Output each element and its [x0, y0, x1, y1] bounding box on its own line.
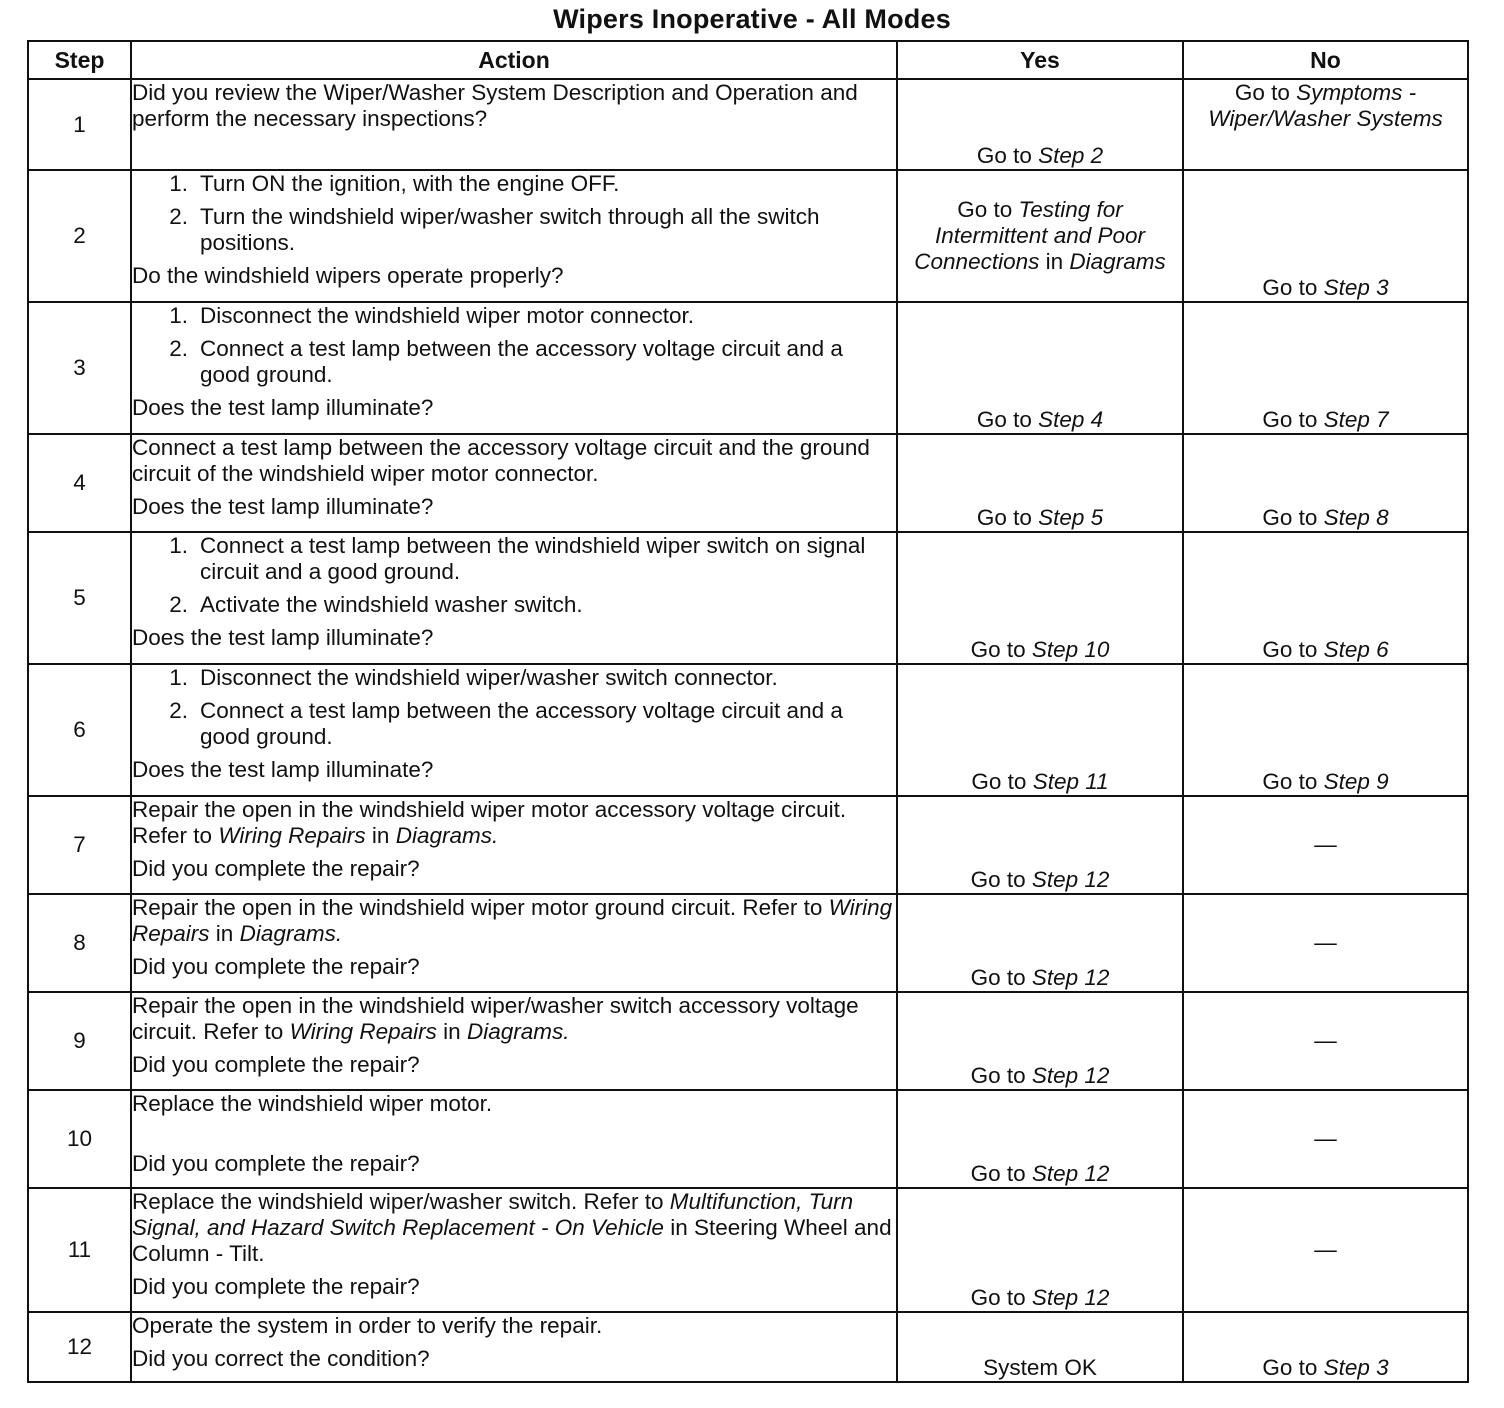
action-cell	[131, 434, 897, 532]
go-to-label: Go to	[970, 1285, 1026, 1310]
go-to-label: Go to	[970, 1161, 1026, 1186]
go-to-label: Go to	[1234, 80, 1290, 105]
action-cell	[131, 894, 897, 992]
action-cell	[131, 664, 897, 796]
action-question: Did you correct the condition?	[132, 1346, 430, 1371]
diagnostic-table	[27, 40, 1469, 1383]
action-list	[132, 303, 896, 388]
header-action: Action	[131, 41, 897, 79]
no-cell	[1183, 664, 1468, 796]
action-text: Repair the open in the windshield wiper motor accessory voltage circuit. Refer to Wiring Repairs in Diagrams.	[132, 797, 847, 848]
action-cell	[131, 79, 897, 170]
go-to-label: Go to	[1262, 407, 1318, 432]
action-question: Does the test lamp illuminate?	[132, 757, 434, 782]
go-to-label: Go to	[971, 769, 1027, 794]
action-question: Did you complete the repair?	[132, 1052, 420, 1077]
no-cell	[1183, 1312, 1468, 1382]
table-row	[28, 1312, 1468, 1382]
no-cell	[1183, 532, 1468, 664]
step-number: 9	[28, 992, 131, 1090]
step-number: 4	[28, 434, 131, 532]
step-number: 11	[28, 1188, 131, 1312]
list-item: 2. Connect a test lamp between the accessory voltage circuit and a good ground.	[169, 698, 843, 749]
doc-ref: Testing for Intermittent and Poor Connections	[914, 197, 1146, 274]
yes-cell	[897, 302, 1183, 434]
step-ref: Step 5	[1038, 505, 1104, 530]
go-to-label: Go to	[976, 407, 1032, 432]
no-cell: —	[1183, 894, 1468, 992]
step-number: 6	[28, 664, 131, 796]
no-cell	[1183, 302, 1468, 434]
action-list	[132, 171, 896, 256]
step-number: 2	[28, 170, 131, 302]
no-cell	[1183, 170, 1468, 302]
action-question: Did you complete the repair?	[132, 954, 420, 979]
step-ref: Step 12	[1031, 1161, 1110, 1186]
step-ref: Step 3	[1323, 1355, 1389, 1380]
step-ref: Step 12	[1031, 1063, 1110, 1088]
table-row	[28, 302, 1468, 434]
yes-cell	[897, 796, 1183, 894]
table-row	[28, 170, 1468, 302]
step-number: 1	[28, 79, 131, 170]
header-no: No	[1183, 41, 1468, 79]
table-row	[28, 532, 1468, 664]
in-label: in	[1045, 249, 1064, 274]
table-row	[28, 992, 1468, 1090]
doc-ref: Diagrams	[1069, 249, 1166, 274]
action-question: Does the test lamp illuminate?	[132, 395, 434, 420]
go-to-label: Go to	[976, 505, 1032, 530]
table-row	[28, 1090, 1468, 1188]
go-to-label: Go to	[970, 965, 1026, 990]
action-list	[132, 665, 896, 750]
list-item: 1. Disconnect the windshield wiper motor connector.	[169, 303, 695, 328]
action-question: Did you complete the repair?	[132, 1274, 420, 1299]
table-row	[28, 434, 1468, 532]
action-text: Operate the system in order to verify the repair.	[132, 1313, 603, 1338]
step-ref: Step 12	[1031, 965, 1110, 990]
table-row	[28, 1188, 1468, 1312]
go-to-label: Go to	[1262, 1355, 1318, 1380]
yes-cell	[897, 170, 1183, 302]
yes-cell	[897, 1090, 1183, 1188]
go-to-label: Go to	[970, 1063, 1026, 1088]
action-cell	[131, 170, 897, 302]
go-to-label: Go to	[970, 867, 1026, 892]
action-cell	[131, 1312, 897, 1382]
action-list	[132, 533, 896, 618]
list-item: 1. Turn ON the ignition, with the engine OFF.	[169, 171, 620, 196]
action-question: Did you complete the repair?	[132, 856, 420, 881]
action-text: Repair the open in the windshield wiper motor ground circuit. Refer to Wiring Repairs in Diagrams.	[132, 895, 893, 946]
step-ref: Step 9	[1323, 769, 1389, 794]
table-row	[28, 79, 1468, 170]
list-item: 2. Turn the windshield wiper/washer switch through all the switch positions.	[169, 204, 820, 255]
yes-cell	[897, 664, 1183, 796]
step-ref: Step 11	[1032, 769, 1109, 794]
go-to-label: Go to	[1262, 637, 1318, 662]
no-cell	[1183, 79, 1468, 170]
go-to-label: Go to	[970, 637, 1026, 662]
step-number: 12	[28, 1312, 131, 1382]
go-to-label: Go to	[1262, 769, 1318, 794]
step-ref: Step 6	[1323, 637, 1389, 662]
table-row	[28, 664, 1468, 796]
yes-cell	[897, 79, 1183, 170]
step-number: 7	[28, 796, 131, 894]
header-step: Step	[28, 41, 131, 79]
step-ref: Step 4	[1038, 407, 1104, 432]
go-to-label: Go to	[1262, 505, 1318, 530]
doc-ref: Multifunction, Turn Signal, and Hazard Switch Replacement - On Vehicle	[132, 1189, 854, 1240]
no-cell: —	[1183, 992, 1468, 1090]
action-cell	[131, 1188, 897, 1312]
no-cell: —	[1183, 796, 1468, 894]
list-item: 2. Activate the windshield washer switch.	[169, 592, 583, 617]
doc-ref: Diagrams.	[395, 823, 499, 848]
no-cell: —	[1183, 1090, 1468, 1188]
go-to-label: Go to	[976, 143, 1032, 168]
step-number: 8	[28, 894, 131, 992]
step-ref: Step 8	[1323, 505, 1389, 530]
header-yes: Yes	[897, 41, 1183, 79]
list-item: 1. Connect a test lamp between the windshield wiper switch on signal circuit and a good ground.	[169, 533, 866, 584]
yes-cell	[897, 1188, 1183, 1312]
list-item: 2. Connect a test lamp between the accessory voltage circuit and a good ground.	[169, 336, 843, 387]
step-ref: Step 12	[1031, 1285, 1110, 1310]
doc-ref: Wiring Repairs	[218, 823, 366, 848]
no-cell: —	[1183, 1188, 1468, 1312]
action-question: Did you complete the repair?	[132, 1151, 420, 1176]
action-cell	[131, 1090, 897, 1188]
action-text: Did you review the Wiper/Washer System Description and Operation and perform the necessary inspections?	[132, 80, 858, 131]
action-cell	[131, 796, 897, 894]
action-question: Does the test lamp illuminate?	[132, 494, 434, 519]
action-cell	[131, 302, 897, 434]
page-title: Wipers Inoperative - All Modes	[553, 4, 951, 34]
table-header-row	[28, 41, 1468, 79]
yes-cell	[897, 532, 1183, 664]
list-item: 1. Disconnect the windshield wiper/washer switch connector.	[169, 665, 778, 690]
no-cell	[1183, 434, 1468, 532]
doc-ref: Symptoms - Wiper/Washer Systems	[1208, 80, 1443, 131]
step-ref: Step 12	[1031, 867, 1110, 892]
go-to-label: Go to	[1262, 275, 1318, 300]
yes-cell: System OK	[897, 1312, 1183, 1382]
doc-ref: Wiring Repairs	[289, 1019, 437, 1044]
yes-cell	[897, 992, 1183, 1090]
action-question: Do the windshield wipers operate properly?	[132, 263, 564, 288]
step-ref: Step 3	[1323, 275, 1389, 300]
step-ref: Step 10	[1031, 637, 1110, 662]
action-text: Connect a test lamp between the accessory voltage circuit and the ground circuit of the windshield wiper motor connector.	[132, 435, 870, 486]
table-row	[28, 894, 1468, 992]
doc-ref: Diagrams.	[239, 921, 343, 946]
step-ref: Step 2	[1038, 143, 1104, 168]
step-number: 5	[28, 532, 131, 664]
go-to-label: Go to	[957, 197, 1013, 222]
action-question: Does the test lamp illuminate?	[132, 625, 434, 650]
yes-cell	[897, 434, 1183, 532]
action-cell	[131, 992, 897, 1090]
doc-ref: Diagrams.	[466, 1019, 570, 1044]
action-text: Repair the open in the windshield wiper/washer switch accessory voltage circuit. Refer to Wiring Repairs in Diagrams.	[132, 993, 859, 1044]
action-text: Replace the windshield wiper motor.	[132, 1091, 493, 1116]
step-number: 3	[28, 302, 131, 434]
step-ref: Step 7	[1323, 407, 1389, 432]
yes-cell	[897, 894, 1183, 992]
doc-ref: Wiring Repairs	[132, 895, 893, 946]
step-number: 10	[28, 1090, 131, 1188]
action-cell	[131, 532, 897, 664]
action-text: Replace the windshield wiper/washer switch. Refer to Multifunction, Turn Signal, and Hazard Switch Replacement - On Vehicle in Steering Wheel and Column - Tilt.	[132, 1189, 892, 1266]
table-row	[28, 796, 1468, 894]
